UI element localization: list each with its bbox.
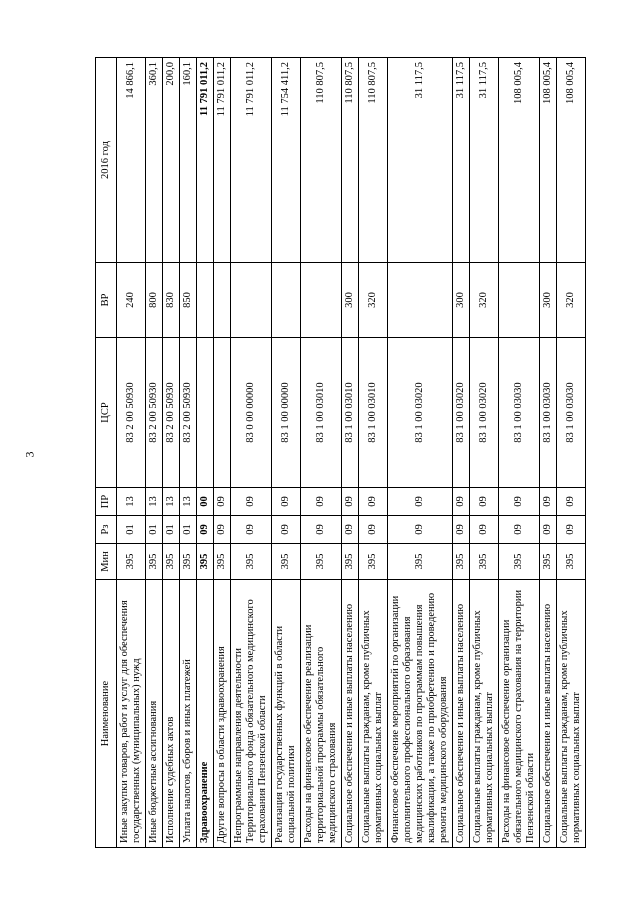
header-rz: Рз bbox=[96, 516, 117, 544]
cell-vr: 320 bbox=[557, 263, 586, 338]
budget-table bbox=[95, 57, 586, 848]
cell-amount: 110 807,5 bbox=[301, 58, 342, 263]
cell-amount: 11 791 011,2 bbox=[197, 58, 214, 263]
cell-pr: 09 bbox=[272, 488, 301, 516]
cell-min: 395 bbox=[117, 544, 146, 580]
cell-pr: 09 bbox=[499, 488, 540, 516]
cell-rz: 09 bbox=[557, 516, 586, 544]
cell-vr bbox=[214, 263, 231, 338]
cell-pr: 13 bbox=[163, 488, 180, 516]
cell-pr: 00 bbox=[197, 488, 214, 516]
cell-vr: 850 bbox=[180, 263, 197, 338]
header-min: Мин bbox=[96, 544, 117, 580]
table-row bbox=[197, 58, 214, 848]
header-year: 2016 год bbox=[96, 58, 117, 263]
cell-csr: 83 1 00 03030 bbox=[499, 338, 540, 488]
table-row bbox=[359, 58, 388, 848]
cell-rz: 09 bbox=[540, 516, 557, 544]
cell-pr: 09 bbox=[453, 488, 470, 516]
cell-pr: 13 bbox=[180, 488, 197, 516]
header-pr: ПР bbox=[96, 488, 117, 516]
cell-min: 395 bbox=[453, 544, 470, 580]
table-header-row bbox=[96, 58, 117, 848]
table-row bbox=[453, 58, 470, 848]
cell-name: Социальные выплаты гражданам, кроме публичных нормативных социальных выплат bbox=[557, 580, 586, 848]
cell-csr: 83 1 00 03020 bbox=[453, 338, 470, 488]
cell-name: Уплата налогов, сборов и иных платежей bbox=[180, 580, 197, 848]
cell-vr: 300 bbox=[453, 263, 470, 338]
table-row bbox=[388, 58, 453, 848]
cell-vr bbox=[231, 263, 272, 338]
cell-min: 395 bbox=[388, 544, 453, 580]
cell-min: 395 bbox=[499, 544, 540, 580]
cell-name: Иные бюджетные ассигнования bbox=[146, 580, 163, 848]
cell-pr: 13 bbox=[117, 488, 146, 516]
cell-min: 395 bbox=[197, 544, 214, 580]
cell-name: Реализация государственных функций в области социальной политики bbox=[272, 580, 301, 848]
table-row bbox=[117, 58, 146, 848]
cell-rz: 01 bbox=[163, 516, 180, 544]
cell-pr: 09 bbox=[557, 488, 586, 516]
table-row bbox=[214, 58, 231, 848]
cell-pr: 09 bbox=[470, 488, 499, 516]
table-row bbox=[180, 58, 197, 848]
cell-pr: 09 bbox=[359, 488, 388, 516]
cell-min: 395 bbox=[214, 544, 231, 580]
cell-rz: 01 bbox=[180, 516, 197, 544]
cell-amount: 31 117,5 bbox=[388, 58, 453, 263]
cell-vr bbox=[499, 263, 540, 338]
cell-name: Расходы на финансовое обеспечение реализации территориальной программы обязательного медицинского страхования bbox=[301, 580, 342, 848]
cell-min: 395 bbox=[540, 544, 557, 580]
cell-vr bbox=[197, 263, 214, 338]
table-row bbox=[342, 58, 359, 848]
cell-name: Социальное обеспечение и иные выплаты населению bbox=[453, 580, 470, 848]
cell-vr bbox=[301, 263, 342, 338]
cell-name: Иные закупки товаров, работ и услуг для обеспечения государственных (муниципальных) нужд bbox=[117, 580, 146, 848]
cell-amount: 11 791 011,2 bbox=[231, 58, 272, 263]
table-row bbox=[231, 58, 272, 848]
cell-min: 395 bbox=[231, 544, 272, 580]
cell-rz: 01 bbox=[117, 516, 146, 544]
cell-name: Социальное обеспечение и иные выплаты населению bbox=[540, 580, 557, 848]
cell-pr: 09 bbox=[342, 488, 359, 516]
header-name: Наименование bbox=[96, 580, 117, 848]
cell-name: Социальные выплаты гражданам, кроме публичных нормативных социальных выплат bbox=[359, 580, 388, 848]
table-row bbox=[470, 58, 499, 848]
cell-csr: 83 1 00 03010 bbox=[342, 338, 359, 488]
cell-amount: 108 005,4 bbox=[557, 58, 586, 263]
cell-name: Другие вопросы в области здравоохранения bbox=[214, 580, 231, 848]
cell-csr: 83 1 00 03020 bbox=[470, 338, 499, 488]
budget-table-sheet bbox=[95, 58, 582, 848]
cell-amount: 200,0 bbox=[163, 58, 180, 263]
cell-min: 395 bbox=[272, 544, 301, 580]
cell-name: Социальные выплаты гражданам, кроме публичных нормативных социальных выплат bbox=[470, 580, 499, 848]
cell-pr: 09 bbox=[388, 488, 453, 516]
table-row bbox=[540, 58, 557, 848]
cell-csr: 83 2 00 50930 bbox=[180, 338, 197, 488]
cell-rz: 09 bbox=[470, 516, 499, 544]
cell-vr: 300 bbox=[342, 263, 359, 338]
cell-min: 395 bbox=[342, 544, 359, 580]
table-row bbox=[301, 58, 342, 848]
cell-min: 395 bbox=[146, 544, 163, 580]
cell-csr: 83 2 00 50930 bbox=[117, 338, 146, 488]
cell-rz: 01 bbox=[146, 516, 163, 544]
cell-vr bbox=[272, 263, 301, 338]
cell-amount: 360,1 bbox=[146, 58, 163, 263]
cell-vr: 320 bbox=[359, 263, 388, 338]
cell-min: 395 bbox=[163, 544, 180, 580]
cell-rz: 09 bbox=[388, 516, 453, 544]
header-csr: ЦСР bbox=[96, 338, 117, 488]
cell-rz: 09 bbox=[272, 516, 301, 544]
cell-name: Здравоохранение bbox=[197, 580, 214, 848]
cell-amount: 108 005,4 bbox=[499, 58, 540, 263]
cell-min: 395 bbox=[301, 544, 342, 580]
cell-amount: 11 754 411,2 bbox=[272, 58, 301, 263]
cell-csr: 83 0 00 00000 bbox=[231, 338, 272, 488]
cell-vr: 800 bbox=[146, 263, 163, 338]
cell-rz: 09 bbox=[214, 516, 231, 544]
cell-vr: 240 bbox=[117, 263, 146, 338]
cell-min: 395 bbox=[180, 544, 197, 580]
cell-csr: 83 2 00 50930 bbox=[163, 338, 180, 488]
cell-csr: 83 1 00 03030 bbox=[540, 338, 557, 488]
cell-amount: 108 005,4 bbox=[540, 58, 557, 263]
cell-amount: 160,1 bbox=[180, 58, 197, 263]
page-number: 3 bbox=[22, 451, 37, 458]
cell-name: Социальное обеспечение и иные выплаты населению bbox=[342, 580, 359, 848]
cell-csr: 83 1 00 03030 bbox=[557, 338, 586, 488]
cell-name: Исполнение судебных актов bbox=[163, 580, 180, 848]
cell-rz: 09 bbox=[231, 516, 272, 544]
cell-vr: 830 bbox=[163, 263, 180, 338]
cell-min: 395 bbox=[359, 544, 388, 580]
cell-rz: 09 bbox=[499, 516, 540, 544]
cell-pr: 09 bbox=[214, 488, 231, 516]
cell-pr: 09 bbox=[231, 488, 272, 516]
table-row bbox=[163, 58, 180, 848]
cell-amount: 11 791 011,2 bbox=[214, 58, 231, 263]
cell-csr: 83 1 00 03010 bbox=[359, 338, 388, 488]
cell-rz: 09 bbox=[453, 516, 470, 544]
cell-amount: 14 866,1 bbox=[117, 58, 146, 263]
cell-vr: 300 bbox=[540, 263, 557, 338]
cell-csr bbox=[197, 338, 214, 488]
cell-pr: 09 bbox=[540, 488, 557, 516]
cell-csr: 83 1 00 03020 bbox=[388, 338, 453, 488]
cell-pr: 13 bbox=[146, 488, 163, 516]
table-body bbox=[117, 58, 586, 848]
cell-csr: 83 2 00 50930 bbox=[146, 338, 163, 488]
cell-amount: 31 117,5 bbox=[470, 58, 499, 263]
cell-vr: 320 bbox=[470, 263, 499, 338]
cell-name: Непрограммные направления деятельности Территориального фонда обязательного медицинского страхования Пензенской области bbox=[231, 580, 272, 848]
cell-vr bbox=[388, 263, 453, 338]
cell-name: Финансовое обеспечение мероприятий по организации дополнительного профессионального образования медицинских работников по программам повышения квалификации, а также по приобретению и проведению ремонта медицинского оборудования bbox=[388, 580, 453, 848]
table-row bbox=[146, 58, 163, 848]
cell-min: 395 bbox=[557, 544, 586, 580]
table-row bbox=[499, 58, 540, 848]
cell-name: Расходы на финансовое обеспечение организации обязательного медицинского страхования на территории Пензенской области bbox=[499, 580, 540, 848]
header-vr: ВР bbox=[96, 263, 117, 338]
cell-rz: 09 bbox=[197, 516, 214, 544]
cell-amount: 110 807,5 bbox=[359, 58, 388, 263]
cell-amount: 110 807,5 bbox=[342, 58, 359, 263]
cell-min: 395 bbox=[470, 544, 499, 580]
cell-amount: 31 117,5 bbox=[453, 58, 470, 263]
cell-rz: 09 bbox=[342, 516, 359, 544]
cell-csr bbox=[214, 338, 231, 488]
cell-csr: 83 1 00 03010 bbox=[301, 338, 342, 488]
cell-pr: 09 bbox=[301, 488, 342, 516]
cell-rz: 09 bbox=[301, 516, 342, 544]
table-row bbox=[557, 58, 586, 848]
cell-rz: 09 bbox=[359, 516, 388, 544]
table-row bbox=[272, 58, 301, 848]
cell-csr: 83 1 00 00000 bbox=[272, 338, 301, 488]
